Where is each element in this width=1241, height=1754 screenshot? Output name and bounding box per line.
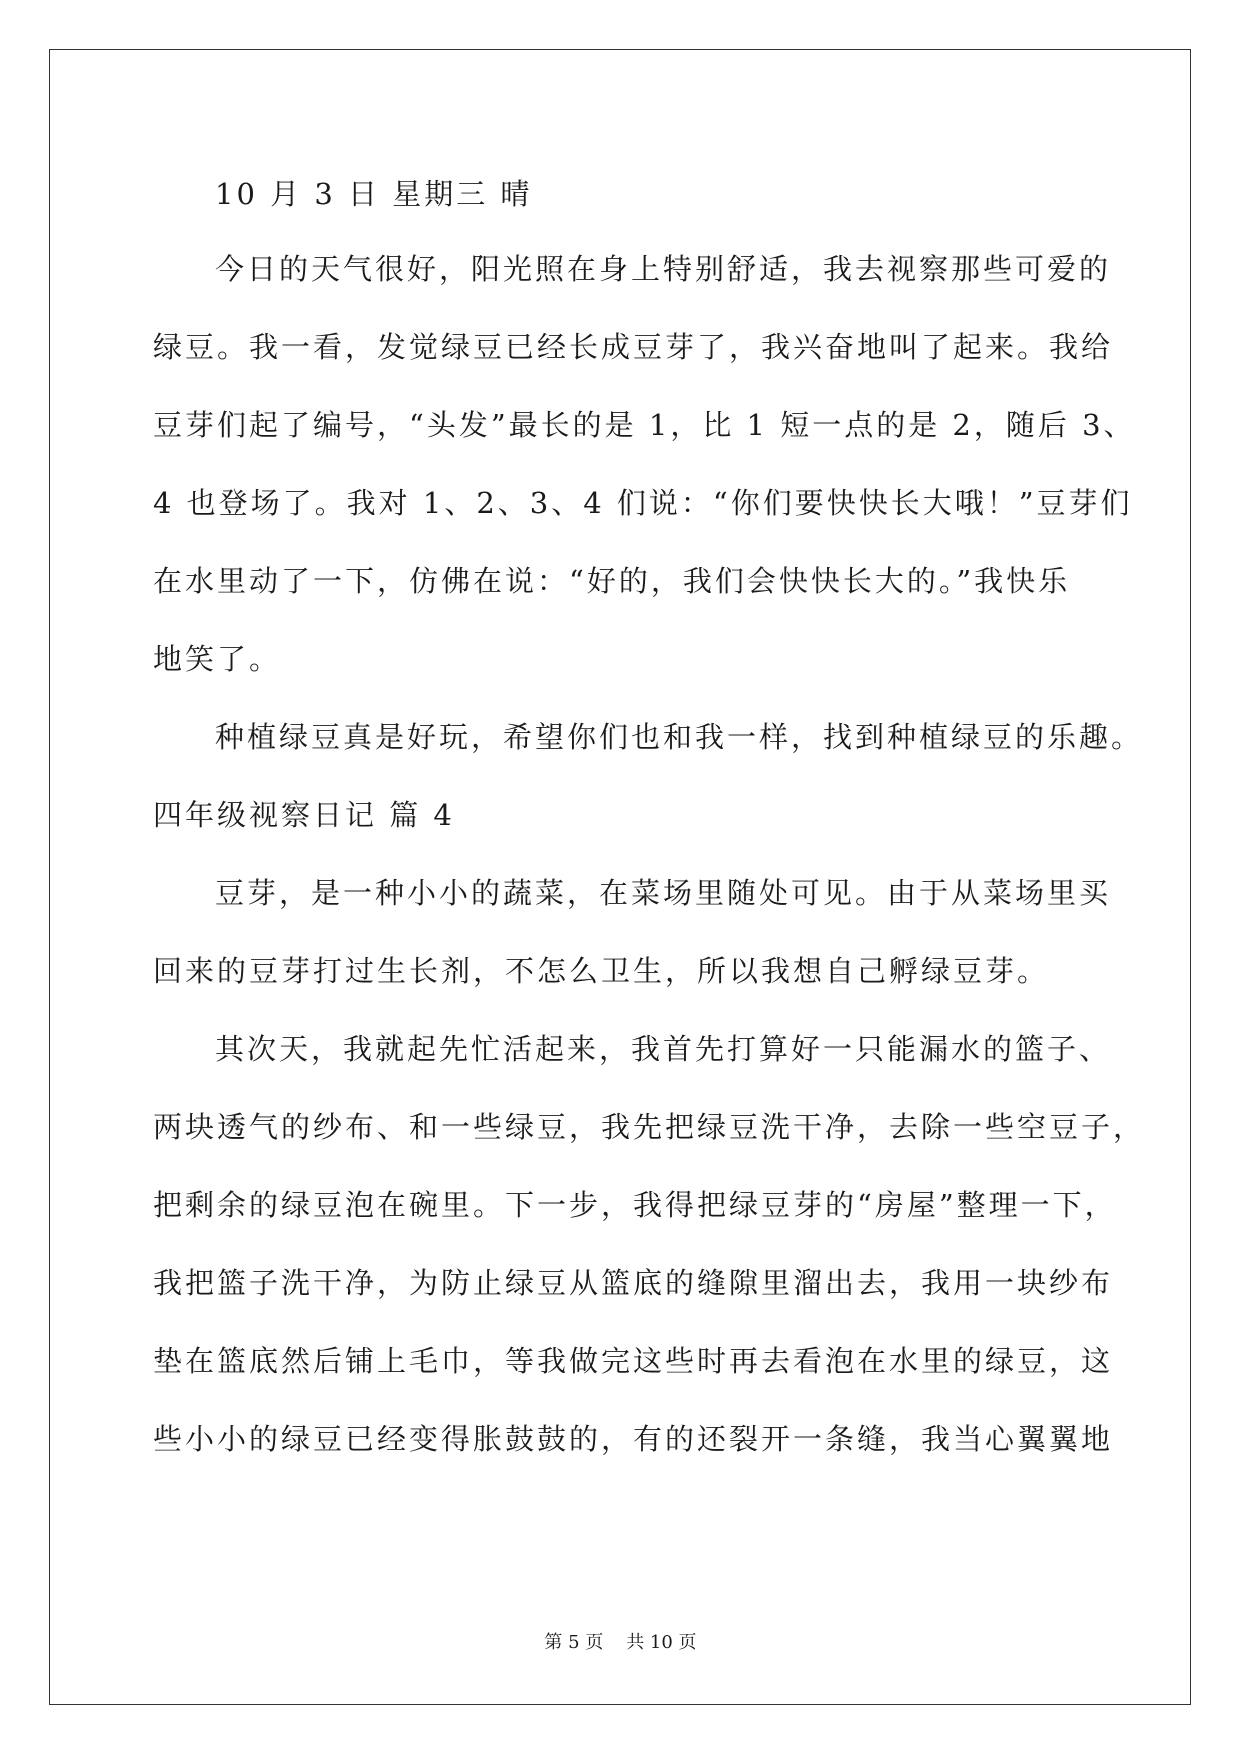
- paragraph-line: 我把篮子洗干净，为防止绿豆从篮底的缝隙里溜出去，我用一块纱布: [153, 1266, 1114, 1300]
- paragraph-line: 其次天，我就起先忙活起来，我首先打算好一只能漏水的篮子、: [215, 1032, 1112, 1066]
- page-number-footer: 第 5 页 共 10 页: [544, 1632, 697, 1653]
- diary-date-heading: 10 月 3 日 星期三 晴: [215, 177, 533, 211]
- paragraph-line: 豆芽，是一种小小的蔬菜，在菜场里随处可见。由于从菜场里买: [215, 876, 1112, 910]
- paragraph-line: 今日的天气很好，阳光照在身上特别舒适，我去视察那些可爱的: [215, 252, 1112, 286]
- paragraph-line: 种植绿豆真是好玩，希望你们也和我一样，找到种植绿豆的乐趣。: [215, 720, 1144, 754]
- paragraph-line: 些小小的绿豆已经变得胀鼓鼓的，有的还裂开一条缝，我当心翼翼地: [153, 1422, 1114, 1456]
- section-title: 四年级视察日记 篇 4: [153, 798, 455, 832]
- paragraph-line: 垫在篮底然后铺上毛巾，等我做完这些时再去看泡在水里的绿豆，这: [153, 1344, 1114, 1378]
- paragraph-line: 回来的豆芽打过生长剂，不怎么卫生，所以我想自己孵绿豆芽。: [153, 954, 1050, 988]
- paragraph-line: 豆芽们起了编号，“头发”最长的是 1，比 1 短一点的是 2，随后 3、: [153, 408, 1136, 442]
- paragraph-line: 地笑了。: [153, 642, 282, 676]
- paragraph-line: 两块透气的纱布、和一些绿豆，我先把绿豆洗干净，去除一些空豆子，: [153, 1110, 1146, 1144]
- paragraph-line: 绿豆。我一看，发觉绿豆已经长成豆芽了，我兴奋地叫了起来。我给: [153, 330, 1114, 364]
- paragraph-line: 把剩余的绿豆泡在碗里。下一步，我得把绿豆芽的“房屋”整理一下，: [153, 1188, 1117, 1222]
- paragraph-line: 在水里动了一下，仿佛在说：“好的，我们会快快长大的。”我快乐: [153, 564, 1071, 598]
- paragraph-line: 4 也登场了。我对 1、2、3、4 们说：“你们要快快长大哦！”豆芽们: [153, 486, 1133, 520]
- document-body: [153, 158, 1146, 1478]
